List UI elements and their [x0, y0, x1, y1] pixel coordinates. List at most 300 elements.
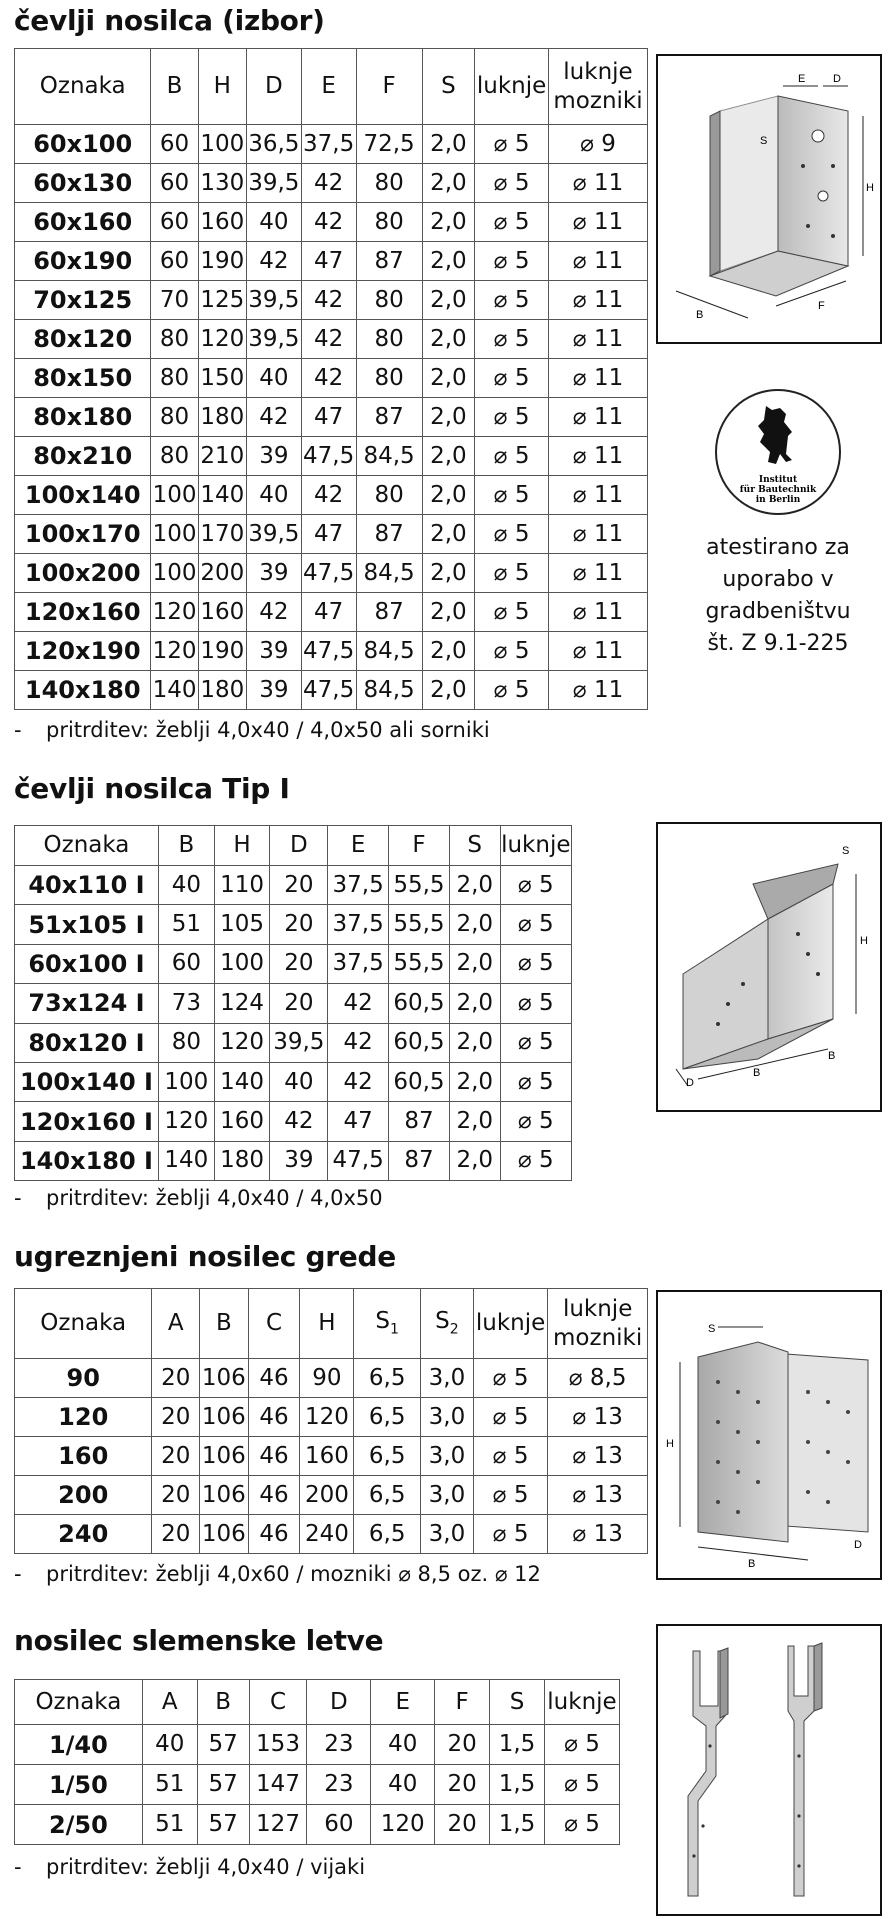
table-cell: 106	[200, 1398, 249, 1437]
table-row	[15, 203, 648, 242]
table-cell: 106	[200, 1359, 249, 1398]
table-cell: 20	[270, 944, 328, 983]
table-cell: 87	[356, 515, 422, 554]
table-cell: 100	[151, 554, 198, 593]
table-cell: ⌀ 11	[549, 515, 648, 554]
table-cell: 87	[389, 1102, 450, 1141]
table-cell: 51	[142, 1765, 197, 1805]
table-cell: 51	[142, 1805, 197, 1845]
table-cell: 80	[151, 320, 198, 359]
table-cell: ⌀ 5	[544, 1765, 619, 1805]
header-cell: A	[142, 1680, 197, 1725]
table-cell: 100	[151, 515, 198, 554]
dim-label: B	[748, 1558, 756, 1570]
table-cell: 80	[356, 281, 422, 320]
header-cell: S	[449, 826, 500, 866]
table-cell: ⌀ 11	[549, 671, 648, 710]
header-cell: E	[301, 49, 356, 125]
table-cell: 80	[151, 359, 198, 398]
dim-label: E	[798, 73, 806, 85]
table-cell: 2,0	[422, 164, 474, 203]
table-row	[15, 1476, 648, 1515]
header-cell: D	[246, 49, 301, 125]
table-cell: 55,5	[389, 905, 450, 944]
row-label: 80x210	[15, 437, 151, 476]
row-label: 120x160	[15, 593, 151, 632]
bear-seal-icon	[714, 388, 842, 516]
table-row	[15, 1062, 572, 1101]
table-cell: ⌀ 9	[549, 125, 648, 164]
table-cell: ⌀ 5	[500, 866, 571, 905]
table-cell: 42	[328, 1023, 389, 1062]
table-cell: ⌀ 11	[549, 593, 648, 632]
table-cell: 6,5	[354, 1476, 421, 1515]
table-cell: 1,5	[490, 1765, 545, 1805]
table-cell: 140	[214, 1062, 270, 1101]
table-cell: 130	[198, 164, 246, 203]
header-cell: $S_1$	[354, 1289, 421, 1359]
table-cell: 72,5	[356, 125, 422, 164]
row-label: 90	[15, 1359, 152, 1398]
dim-label: D	[686, 1077, 694, 1089]
table-cell: ⌀ 5	[473, 1437, 547, 1476]
table-cell: ⌀ 5	[473, 1398, 547, 1437]
table-cell: 106	[200, 1515, 249, 1554]
table-cell: 20	[270, 866, 328, 905]
table-cell: ⌀ 5	[475, 593, 549, 632]
table-cell: ⌀ 5	[500, 944, 571, 983]
mounting-note: - pritrditev: žeblji 4,0x40 / vijaki	[14, 1855, 366, 1879]
table-cell: ⌀ 11	[549, 281, 648, 320]
certification-seal	[714, 388, 842, 516]
header-cell: B	[158, 826, 214, 866]
header-cell: B	[200, 1289, 249, 1359]
table-cell: 40	[270, 1062, 328, 1101]
table-cell: 39,5	[246, 320, 301, 359]
table-cell: 210	[198, 437, 246, 476]
dim-label: H	[666, 1438, 674, 1450]
table-cell: ⌀ 5	[475, 437, 549, 476]
table-cell: ⌀ 5	[475, 398, 549, 437]
table-cell: 3,0	[420, 1476, 473, 1515]
note-text: pritrditev: žeblji 4,0x40 / 4,0x50 ali sorniki	[46, 718, 490, 742]
table-row	[15, 164, 648, 203]
table-header-row	[15, 826, 572, 866]
table-cell: 140	[198, 476, 246, 515]
table-cell: 2,0	[422, 437, 474, 476]
table-cell: 47,5	[301, 632, 356, 671]
table-cell: 42	[246, 593, 301, 632]
table-row	[15, 242, 648, 281]
table-cell: 46	[248, 1398, 300, 1437]
table-cell: 80	[151, 398, 198, 437]
table-cell: ⌀ 5	[475, 281, 549, 320]
table-cell: 40	[158, 866, 214, 905]
table-cell: 20	[152, 1437, 200, 1476]
row-label: 120x190	[15, 632, 151, 671]
table-cell: 42	[301, 476, 356, 515]
table-cell: 40	[246, 359, 301, 398]
table-cell: 200	[300, 1476, 354, 1515]
table-cell: 57	[197, 1725, 249, 1765]
table-cell: 80	[158, 1023, 214, 1062]
table-row	[15, 1437, 648, 1476]
dim-label: D	[833, 73, 841, 85]
table-cell: 47	[301, 398, 356, 437]
table-cell: ⌀ 5	[500, 1141, 571, 1180]
table-cell: 23	[307, 1765, 371, 1805]
table-cell: 39,5	[246, 281, 301, 320]
table-cell: 20	[270, 905, 328, 944]
spec-table	[14, 825, 572, 1181]
table-cell: 170	[198, 515, 246, 554]
row-label: 60x100 I	[15, 944, 159, 983]
row-label: 40x110 I	[15, 866, 159, 905]
header-cell: S	[490, 1680, 545, 1725]
table-cell: 2,0	[422, 281, 474, 320]
table-row	[15, 320, 648, 359]
table-cell: 150	[198, 359, 246, 398]
table-cell: 39	[246, 632, 301, 671]
table-cell: 153	[249, 1725, 307, 1765]
table-cell: 20	[435, 1765, 490, 1805]
table-cell: 46	[248, 1476, 300, 1515]
dim-label: H	[866, 182, 874, 194]
table-cell: 80	[356, 320, 422, 359]
table-row	[15, 398, 648, 437]
concealed-beam-hanger-icon	[658, 1292, 880, 1578]
table-cell: 2,0	[449, 905, 500, 944]
table-cell: 84,5	[356, 554, 422, 593]
table-cell: 106	[200, 1476, 249, 1515]
table-cell: 2,0	[422, 593, 474, 632]
header-cell: H	[300, 1289, 354, 1359]
table-row	[15, 1141, 572, 1180]
header-cell: B	[151, 49, 198, 125]
table-cell: 2,0	[449, 1062, 500, 1101]
header-cell: C	[248, 1289, 300, 1359]
table-cell: 42	[301, 164, 356, 203]
header-cell: F	[356, 49, 422, 125]
table-cell: 6,5	[354, 1437, 421, 1476]
row-label: 80x120	[15, 320, 151, 359]
table-cell: ⌀ 5	[500, 905, 571, 944]
table-cell: 73	[158, 984, 214, 1023]
table-cell: 60	[151, 203, 198, 242]
table-cell: 124	[214, 984, 270, 1023]
row-label: 80x150	[15, 359, 151, 398]
table-cell: ⌀ 11	[549, 398, 648, 437]
dim-label: D	[854, 1539, 862, 1551]
table-cell: 57	[197, 1765, 249, 1805]
table-cell: 47,5	[301, 437, 356, 476]
table-cell: ⌀ 5	[475, 164, 549, 203]
table-cell: 47,5	[328, 1141, 389, 1180]
table-row	[15, 125, 648, 164]
dim-label: B	[696, 309, 704, 321]
table-row	[15, 1725, 620, 1765]
table-cell: ⌀ 5	[500, 1023, 571, 1062]
table-cell: ⌀ 11	[549, 437, 648, 476]
table-cell: 42	[301, 281, 356, 320]
table-row	[15, 1765, 620, 1805]
table-cell: ⌀ 11	[549, 632, 648, 671]
header-cell: D	[270, 826, 328, 866]
table-cell: 37,5	[328, 905, 389, 944]
table-cell: ⌀ 5	[473, 1359, 547, 1398]
table-row	[15, 1102, 572, 1141]
table-cell: 39	[270, 1141, 328, 1180]
table-cell: 70	[151, 281, 198, 320]
table-cell: 47,5	[301, 554, 356, 593]
spec-table	[14, 1288, 648, 1554]
table-cell: 87	[356, 593, 422, 632]
table-row	[15, 905, 572, 944]
cert-line: uporabo v	[722, 567, 834, 592]
table-cell: 42	[246, 398, 301, 437]
table-cell: 60	[307, 1805, 371, 1845]
table-row	[15, 1805, 620, 1845]
certification-text	[690, 532, 866, 660]
table-cell: 180	[198, 671, 246, 710]
table-cell: 20	[152, 1515, 200, 1554]
section-title: čevlji nosilca (izbor)	[14, 4, 325, 37]
table-cell: 80	[356, 359, 422, 398]
table-cell: 140	[158, 1141, 214, 1180]
table-row	[15, 1023, 572, 1062]
table-cell: 60	[158, 944, 214, 983]
table-cell: 105	[214, 905, 270, 944]
header-cell: $S_2$	[420, 1289, 473, 1359]
table-cell: 2,0	[422, 242, 474, 281]
row-label: 60x100	[15, 125, 151, 164]
table-cell: 47	[328, 1102, 389, 1141]
table-row	[15, 359, 648, 398]
table-cell: ⌀ 5	[475, 632, 549, 671]
table-cell: ⌀ 5	[475, 203, 549, 242]
table-cell: 47	[301, 242, 356, 281]
table-row	[15, 515, 648, 554]
table-cell: 2,0	[422, 398, 474, 437]
table-cell: 47	[301, 515, 356, 554]
row-label: 2/50	[15, 1805, 143, 1845]
table-cell: 42	[246, 242, 301, 281]
dim-label: S	[708, 1323, 716, 1335]
mounting-note: - pritrditev: žeblji 4,0x40 / 4,0x50 ali sorniki	[14, 718, 490, 742]
table-cell: 120	[158, 1102, 214, 1141]
table-cell: 46	[248, 1437, 300, 1476]
table-cell: 51	[158, 905, 214, 944]
table-row	[15, 437, 648, 476]
table-cell: 42	[328, 984, 389, 1023]
joist-hanger-icon	[658, 56, 880, 342]
table-cell: 3,0	[420, 1437, 473, 1476]
table-cell: 2,0	[422, 320, 474, 359]
seal-text: in Berlin	[755, 495, 801, 505]
table-cell: 2,0	[422, 515, 474, 554]
table-row	[15, 476, 648, 515]
table-cell: ⌀ 11	[549, 242, 648, 281]
row-label: 120	[15, 1398, 152, 1437]
table-cell: 36,5	[246, 125, 301, 164]
spec-table	[14, 48, 648, 710]
header-cell: D	[307, 1680, 371, 1725]
header-cell: luknje	[544, 1680, 619, 1725]
table-cell: 240	[300, 1515, 354, 1554]
table-cell: 60,5	[389, 1062, 450, 1101]
concealed-beam-hanger-figure	[656, 1290, 882, 1580]
table-header-row	[15, 1289, 648, 1359]
table-cell: ⌀ 5	[500, 1062, 571, 1101]
row-label: 70x125	[15, 281, 151, 320]
header-cell: luknje	[500, 826, 571, 866]
table-cell: ⌀ 5	[473, 1476, 547, 1515]
table-cell: 60	[151, 242, 198, 281]
section-title: ugreznjeni nosilec grede	[14, 1240, 396, 1273]
table-cell: 2,0	[449, 944, 500, 983]
note-text: pritrditev: žeblji 4,0x40 / vijaki	[46, 1855, 366, 1879]
table-cell: 1,5	[490, 1725, 545, 1765]
header-cell: Oznaka	[15, 826, 159, 866]
table-cell: 180	[198, 398, 246, 437]
table-cell: 100	[214, 944, 270, 983]
table-cell: 87	[389, 1141, 450, 1180]
table-cell: ⌀ 5	[475, 515, 549, 554]
table-cell: 147	[249, 1765, 307, 1805]
table-cell: 37,5	[328, 944, 389, 983]
cert-line: št. Z 9.1-225	[707, 631, 849, 656]
table-cell: 20	[435, 1805, 490, 1845]
table-cell: 120	[214, 1023, 270, 1062]
header-cell: A	[152, 1289, 200, 1359]
row-label: 100x140	[15, 476, 151, 515]
mounting-note: - pritrditev: žeblji 4,0x40 / 4,0x50	[14, 1186, 383, 1210]
table-cell: 180	[214, 1141, 270, 1180]
table-cell: ⌀ 5	[475, 125, 549, 164]
table-row	[15, 1515, 648, 1554]
table-cell: 2,0	[449, 1141, 500, 1180]
table-cell: ⌀ 5	[475, 242, 549, 281]
table-cell: 39,5	[246, 164, 301, 203]
table-row	[15, 984, 572, 1023]
table-cell: 57	[197, 1805, 249, 1845]
table-cell: 42	[328, 1062, 389, 1101]
table-cell: 2,0	[449, 1102, 500, 1141]
table-cell: ⌀ 5	[500, 984, 571, 1023]
table-cell: ⌀ 5	[544, 1805, 619, 1845]
table-row	[15, 632, 648, 671]
header-cell: C	[249, 1680, 307, 1725]
header-cell: Oznaka	[15, 1289, 152, 1359]
table-cell: ⌀ 5	[475, 359, 549, 398]
table-cell: 6,5	[354, 1359, 421, 1398]
table-cell: 120	[151, 593, 198, 632]
table-cell: 42	[301, 203, 356, 242]
header-cell: luknje mozniki	[549, 49, 648, 125]
table-cell: 200	[198, 554, 246, 593]
joist-hanger-type-i-icon	[658, 824, 880, 1110]
row-label: 200	[15, 1476, 152, 1515]
table-cell: ⌀ 13	[548, 1398, 648, 1437]
header-cell: F	[435, 1680, 490, 1725]
header-cell: luknje	[473, 1289, 547, 1359]
table-row	[15, 554, 648, 593]
table-cell: 40	[246, 476, 301, 515]
note-text: pritrditev: žeblji 4,0x60 / mozniki ⌀ 8,5 oz. ⌀ 12	[46, 1562, 541, 1586]
header-cell: Oznaka	[15, 49, 151, 125]
table-cell: 84,5	[356, 632, 422, 671]
table-header-row	[15, 49, 648, 125]
joist-hanger-type-i-figure	[656, 822, 882, 1112]
row-label: 100x200	[15, 554, 151, 593]
table-cell: ⌀ 11	[549, 476, 648, 515]
table-row	[15, 593, 648, 632]
header-cell: F	[389, 826, 450, 866]
table-cell: 42	[301, 359, 356, 398]
table-cell: 20	[152, 1398, 200, 1437]
row-label: 120x160 I	[15, 1102, 159, 1141]
table-cell: ⌀ 5	[475, 476, 549, 515]
table-cell: 23	[307, 1725, 371, 1765]
table-cell: 100	[158, 1062, 214, 1101]
row-label: 240	[15, 1515, 152, 1554]
table-cell: 2,0	[422, 476, 474, 515]
header-cell: S	[422, 49, 474, 125]
table-cell: 20	[152, 1476, 200, 1515]
header-cell: luknje	[475, 49, 549, 125]
table-cell: 80	[356, 164, 422, 203]
table-cell: 140	[151, 671, 198, 710]
table-cell: ⌀ 8,5	[548, 1359, 648, 1398]
table-cell: 80	[356, 476, 422, 515]
table-cell: 2,0	[422, 671, 474, 710]
table-cell: 3,0	[420, 1515, 473, 1554]
table-cell: 2,0	[449, 866, 500, 905]
table-cell: 120	[371, 1805, 435, 1845]
row-label: 100x170	[15, 515, 151, 554]
table-cell: ⌀ 11	[549, 164, 648, 203]
table-row	[15, 1398, 648, 1437]
dim-label: B	[753, 1067, 761, 1079]
table-cell: 2,0	[449, 984, 500, 1023]
spec-table	[14, 1679, 620, 1845]
table-cell: ⌀ 13	[548, 1476, 648, 1515]
table-cell: 37,5	[328, 866, 389, 905]
row-label: 73x124 I	[15, 984, 159, 1023]
header-cell: luknje mozniki	[548, 1289, 648, 1359]
table-cell: 39	[246, 437, 301, 476]
table-cell: 1,5	[490, 1805, 545, 1845]
table-cell: 42	[270, 1102, 328, 1141]
table-cell: 120	[198, 320, 246, 359]
table-cell: 20	[435, 1725, 490, 1765]
header-cell: E	[328, 826, 389, 866]
row-label: 60x130	[15, 164, 151, 203]
dim-label: S	[842, 845, 850, 857]
table-cell: 39,5	[246, 515, 301, 554]
dim-label: B	[828, 1050, 836, 1062]
header-cell: Oznaka	[15, 1680, 143, 1725]
table-cell: 110	[214, 866, 270, 905]
table-row	[15, 281, 648, 320]
table-cell: 2,0	[449, 1023, 500, 1062]
table-cell: 39	[246, 671, 301, 710]
table-cell: 39	[246, 554, 301, 593]
table-row	[15, 944, 572, 983]
ridge-batten-holder-icon	[658, 1626, 880, 1914]
table-cell: 100	[151, 476, 198, 515]
section-title: nosilec slemenske letve	[14, 1624, 384, 1657]
